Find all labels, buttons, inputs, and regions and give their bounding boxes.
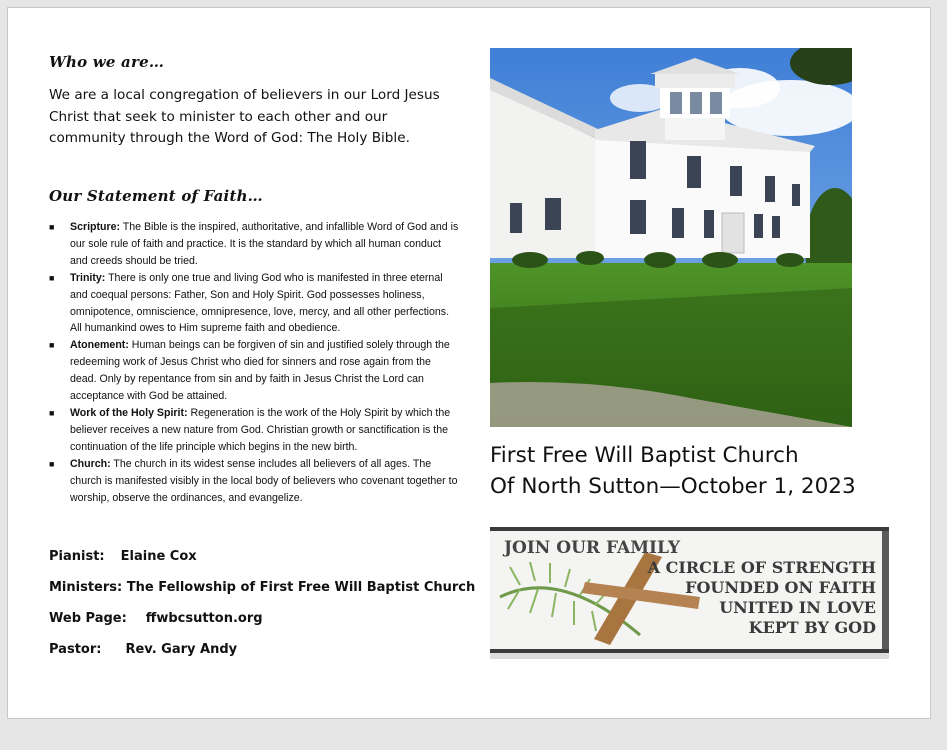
statement-term: Church:	[70, 457, 111, 470]
pianist-label: Pianist:	[49, 549, 105, 564]
who-we-are-heading: Who we are…	[49, 53, 165, 71]
church-photo	[490, 48, 852, 427]
bullet-icon: ■	[49, 272, 55, 283]
pastor-line	[49, 642, 237, 657]
web-page-url: ffwbcsutton.org	[145, 611, 263, 626]
church-title-line1: First Free Will Baptist Church	[490, 443, 799, 468]
pianist-line	[49, 549, 197, 564]
pianist-name: Elaine Cox	[120, 549, 197, 564]
statement-text: Human beings can be forgiven of sin and justified solely through the redeeming work of Jesus Christ who died for sinners and rose again from the dead. Only by repentance from sin and by faith in Jesus Christ the Lord can acceptance with God be attained.	[70, 339, 450, 403]
statement-term: Work of the Holy Spirit:	[70, 406, 188, 419]
statement-of-faith-heading: Our Statement of Faith…	[49, 187, 263, 205]
web-page-line	[49, 611, 263, 626]
document-page	[7, 7, 931, 719]
intro-paragraph: We are a local congregation of believers in our Lord Jesus Christ that seek to minister to each other and our community through the Word of God: The Holy Bible.	[49, 87, 440, 146]
statement-text: The church in its widest sense includes all believers of all ages. The church is manifested visibly in the local body of believers who covenant together to worship, observe the ordinances, and evangelize.	[70, 457, 458, 504]
bullet-icon: ■	[49, 407, 55, 418]
banner-line4: KEPT BY GOD	[748, 618, 876, 637]
church-title-line2: Of North Sutton—October 1, 2023	[490, 474, 856, 499]
join-our-family-banner	[490, 527, 889, 659]
banner-line1: A CIRCLE OF STRENGTH	[647, 558, 876, 577]
statement-term: Atonement:	[70, 339, 129, 352]
statement-text: There is only one true and living God who is manifested in three eternal and coequal persons: Father, Son and Holy Spirit. God possesses holiness, omnipotence, omniscience, omnipresence, love, mercy, and all other perfections. All humankind owes to Him supreme faith and obedience.	[70, 271, 450, 335]
web-page-label: Web Page:	[49, 611, 127, 626]
statement-text: The Bible is the inspired, authoritative, and infallible Word of God and is our sole rule of faith and practice. It is the standard by which all human conduct and creeds should be tried.	[70, 221, 459, 267]
bullet-icon: ■	[49, 340, 55, 351]
statement-term: Trinity:	[70, 271, 106, 284]
pastor-label: Pastor:	[49, 642, 102, 657]
list-item	[49, 270, 459, 338]
list-item	[49, 405, 459, 456]
ministers-line: Ministers: The Fellowship of First Free Will Baptist Church	[49, 580, 476, 595]
banner-headline: JOIN OUR FAMILY	[504, 538, 680, 558]
church-title	[490, 440, 856, 502]
statement-of-faith-list	[49, 219, 459, 506]
statement-text: Regeneration is the work of the Holy Spirit by which the believer receives a new nature from God. Christian growth or sanctification is the continuation of the life principle which begins in the new birth.	[70, 406, 451, 453]
pastor-name: Rev. Gary Andy	[125, 642, 238, 657]
list-item	[49, 337, 459, 405]
banner-line2: FOUNDED ON FAITH	[685, 578, 876, 597]
list-item	[49, 219, 459, 270]
banner-line3: UNITED IN LOVE	[719, 598, 876, 617]
bullet-icon: ■	[49, 222, 55, 232]
bullet-icon: ■	[49, 458, 55, 469]
statement-term: Scripture:	[70, 221, 121, 233]
list-item	[49, 456, 459, 507]
